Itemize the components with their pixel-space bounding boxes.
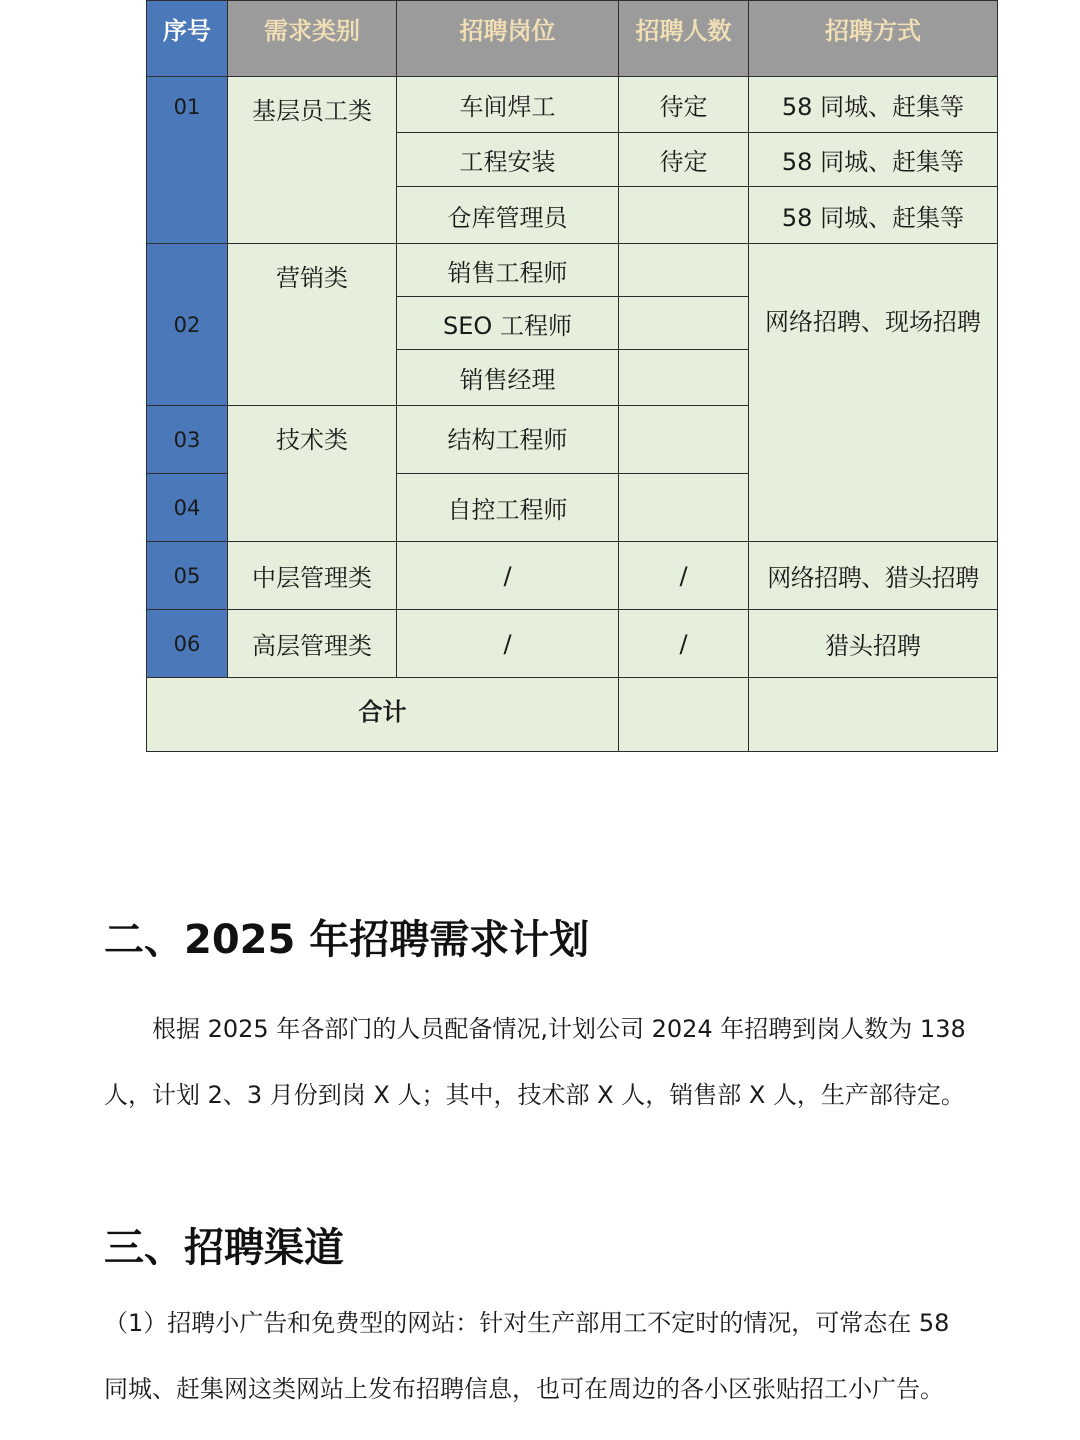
position-cell: 销售工程师 bbox=[397, 244, 619, 297]
method-cell: 网络招聘、现场招聘 bbox=[749, 244, 998, 542]
plan-paragraph bbox=[104, 996, 984, 1128]
count-cell bbox=[619, 474, 749, 542]
category-cell: 高层管理类 bbox=[228, 610, 397, 678]
count-cell bbox=[619, 187, 749, 244]
total-label: 合计 bbox=[147, 678, 619, 752]
header-position: 招聘岗位 bbox=[397, 1, 619, 77]
seq-cell: 02 bbox=[147, 244, 228, 406]
category-cell: 营销类 bbox=[228, 244, 397, 406]
count-cell: / bbox=[619, 542, 749, 610]
seq-cell: 04 bbox=[147, 474, 228, 542]
method-cell: 58 同城、赶集等 bbox=[749, 133, 998, 187]
position-cell: 销售经理 bbox=[397, 350, 619, 406]
seq-cell: 01 bbox=[147, 77, 228, 244]
seq-cell: 05 bbox=[147, 542, 228, 610]
method-cell: 58 同城、赶集等 bbox=[749, 187, 998, 244]
position-cell: 自控工程师 bbox=[397, 474, 619, 542]
method-cell: 网络招聘、猎头招聘 bbox=[749, 542, 998, 610]
count-cell: / bbox=[619, 610, 749, 678]
table-row bbox=[147, 77, 998, 133]
position-cell: 车间焊工 bbox=[397, 77, 619, 133]
table-row bbox=[147, 610, 998, 678]
seq-cell: 06 bbox=[147, 610, 228, 678]
header-method: 招聘方式 bbox=[749, 1, 998, 77]
total-row bbox=[147, 678, 998, 752]
header-seq: 序号 bbox=[147, 1, 228, 77]
seq-cell: 03 bbox=[147, 406, 228, 474]
position-cell: / bbox=[397, 610, 619, 678]
category-cell: 技术类 bbox=[228, 406, 397, 542]
category-cell: 中层管理类 bbox=[228, 542, 397, 610]
count-cell: 待定 bbox=[619, 133, 749, 187]
section-heading-channels: 三、招聘渠道 bbox=[104, 1225, 344, 1271]
count-cell bbox=[619, 350, 749, 406]
table-row bbox=[147, 244, 998, 297]
position-cell: 结构工程师 bbox=[397, 406, 619, 474]
count-cell bbox=[619, 297, 749, 350]
total-method bbox=[749, 678, 998, 752]
count-cell: 待定 bbox=[619, 77, 749, 133]
plan-paragraph-line: 人，计划 2、3 月份到岗 X 人；其中，技术部 X 人，销售部 X 人，生产部待定。 bbox=[104, 1081, 965, 1109]
position-cell: 仓库管理员 bbox=[397, 187, 619, 244]
header-category: 需求类别 bbox=[228, 1, 397, 77]
position-cell: / bbox=[397, 542, 619, 610]
count-cell bbox=[619, 244, 749, 297]
method-cell: 猎头招聘 bbox=[749, 610, 998, 678]
header-count: 招聘人数 bbox=[619, 1, 749, 77]
channels-paragraph-line: 同城、赶集网这类网站上发布招聘信息，也可在周边的各小区张贴招工小广告。 bbox=[104, 1375, 944, 1403]
position-cell: 工程安装 bbox=[397, 133, 619, 187]
plan-paragraph-line: 根据 2025 年各部门的人员配备情况,计划公司 2024 年招聘到岗人数为 138 bbox=[152, 1015, 966, 1043]
position-cell: SEO 工程师 bbox=[397, 297, 619, 350]
channels-paragraph-line: （1）招聘小广告和免费型的网站：针对生产部用工不定时的情况，可常态在 58 bbox=[104, 1309, 950, 1337]
recruitment-table bbox=[146, 0, 998, 752]
channels-paragraph bbox=[104, 1290, 984, 1422]
method-cell: 58 同城、赶集等 bbox=[749, 77, 998, 133]
section-heading-plan: 二、2025 年招聘需求计划 bbox=[104, 917, 590, 963]
category-cell: 基层员工类 bbox=[228, 77, 397, 244]
table-row bbox=[147, 542, 998, 610]
total-count bbox=[619, 678, 749, 752]
count-cell bbox=[619, 406, 749, 474]
